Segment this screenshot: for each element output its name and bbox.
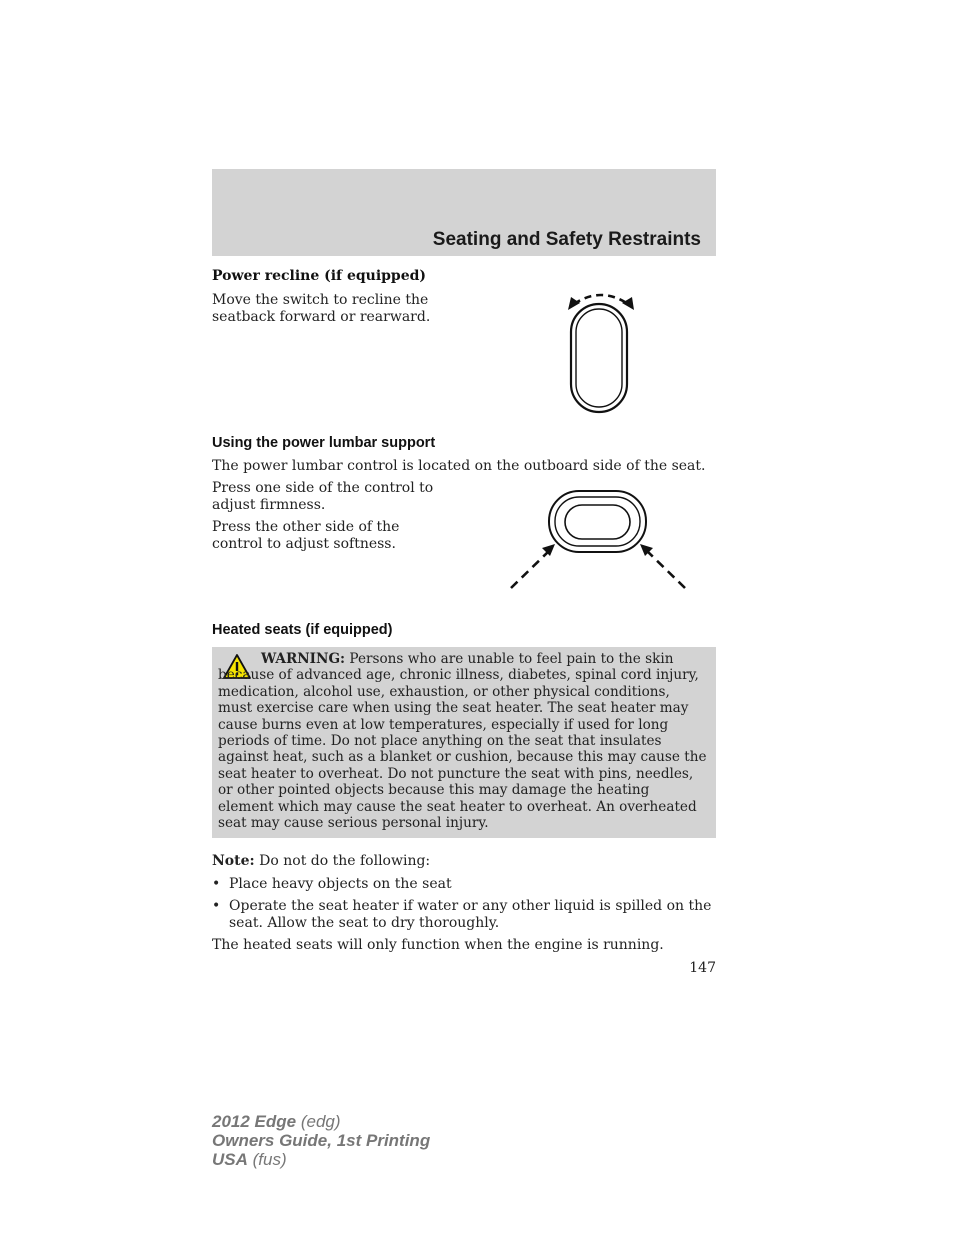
heated-seats-closing: The heated seats will only function when the engine is running. [212,937,664,953]
arrow-right-head [622,297,634,310]
arrow-right-press-icon [640,544,685,588]
bullet-text: Operate the seat heater if water or any other liquid is spilled on the seat. Allow the seat to dry thoroughly. [229,898,712,931]
page-number: 147 [689,960,716,976]
footer-model-code: (edg) [300,1112,341,1131]
section-header-band [212,169,716,256]
lumbar-firmness-text: Press one side of the control to adjust firmness. [212,480,434,513]
footer-region: USA [212,1150,248,1169]
footer-model: 2012 Edge [212,1112,297,1131]
power-recline-text: Move the switch to recline the seatback forward or rearward. [212,292,431,325]
warning-box [212,647,716,838]
list-item [212,876,716,894]
lumbar-intro: The power lumbar control is located on the outboard side of the seat. [212,458,706,474]
warning-paragraph [218,651,708,831]
note-text: Do not do the following: [259,853,431,869]
warning-body: Persons who are unable to feel pain to the skin because of advanced age, chronic illness, diabetes, spinal cord injury, medication, alcohol use, exhaustion, or other physical conditions, must exercise care when using the seat heater. The seat heater may cause burns even at low temperatures, especially if used for long periods of time. Do not place anything on the seat that insulates against heat, such as a blanket or cushion, because this may cause the seat heater to overheat. Do not puncture the seat with pins, needles, or other pointed objects because this may damage the heating element which may cause the seat heater to overheat. An overheated seat may cause serious personal injury. [218,651,707,832]
power-recline-heading: Power recline (if equipped) [212,268,427,284]
section-title: Seating and Safety Restraints [432,229,701,250]
bullet-icon: • [212,898,221,914]
heated-seats-heading: Heated seats (if equipped) [212,622,393,638]
list-item [212,898,716,932]
lumbar-heading: Using the power lumbar support [212,435,436,451]
bullet-text: Place heavy objects on the seat [229,876,452,892]
note-label: Note: [212,853,255,869]
footer-guide: Owners Guide, 1st Printing [212,1131,431,1150]
recline-arrows-icon [574,295,628,304]
footer-region-code: (fus) [252,1150,287,1169]
note-paragraph [212,853,430,870]
bullet-icon: • [212,876,221,892]
warning-label: WARNING: [261,651,346,667]
lumbar-control-body [549,491,646,552]
lumbar-softness-text: Press the other side of the control to adjust softness. [212,519,400,552]
document-footer [212,1112,430,1169]
recline-switch-body [571,304,627,412]
lumbar-control-illustration [505,488,690,593]
recline-switch-illustration [556,288,646,418]
arrow-left-head [568,297,580,310]
arrow-left-press-icon [511,544,555,588]
